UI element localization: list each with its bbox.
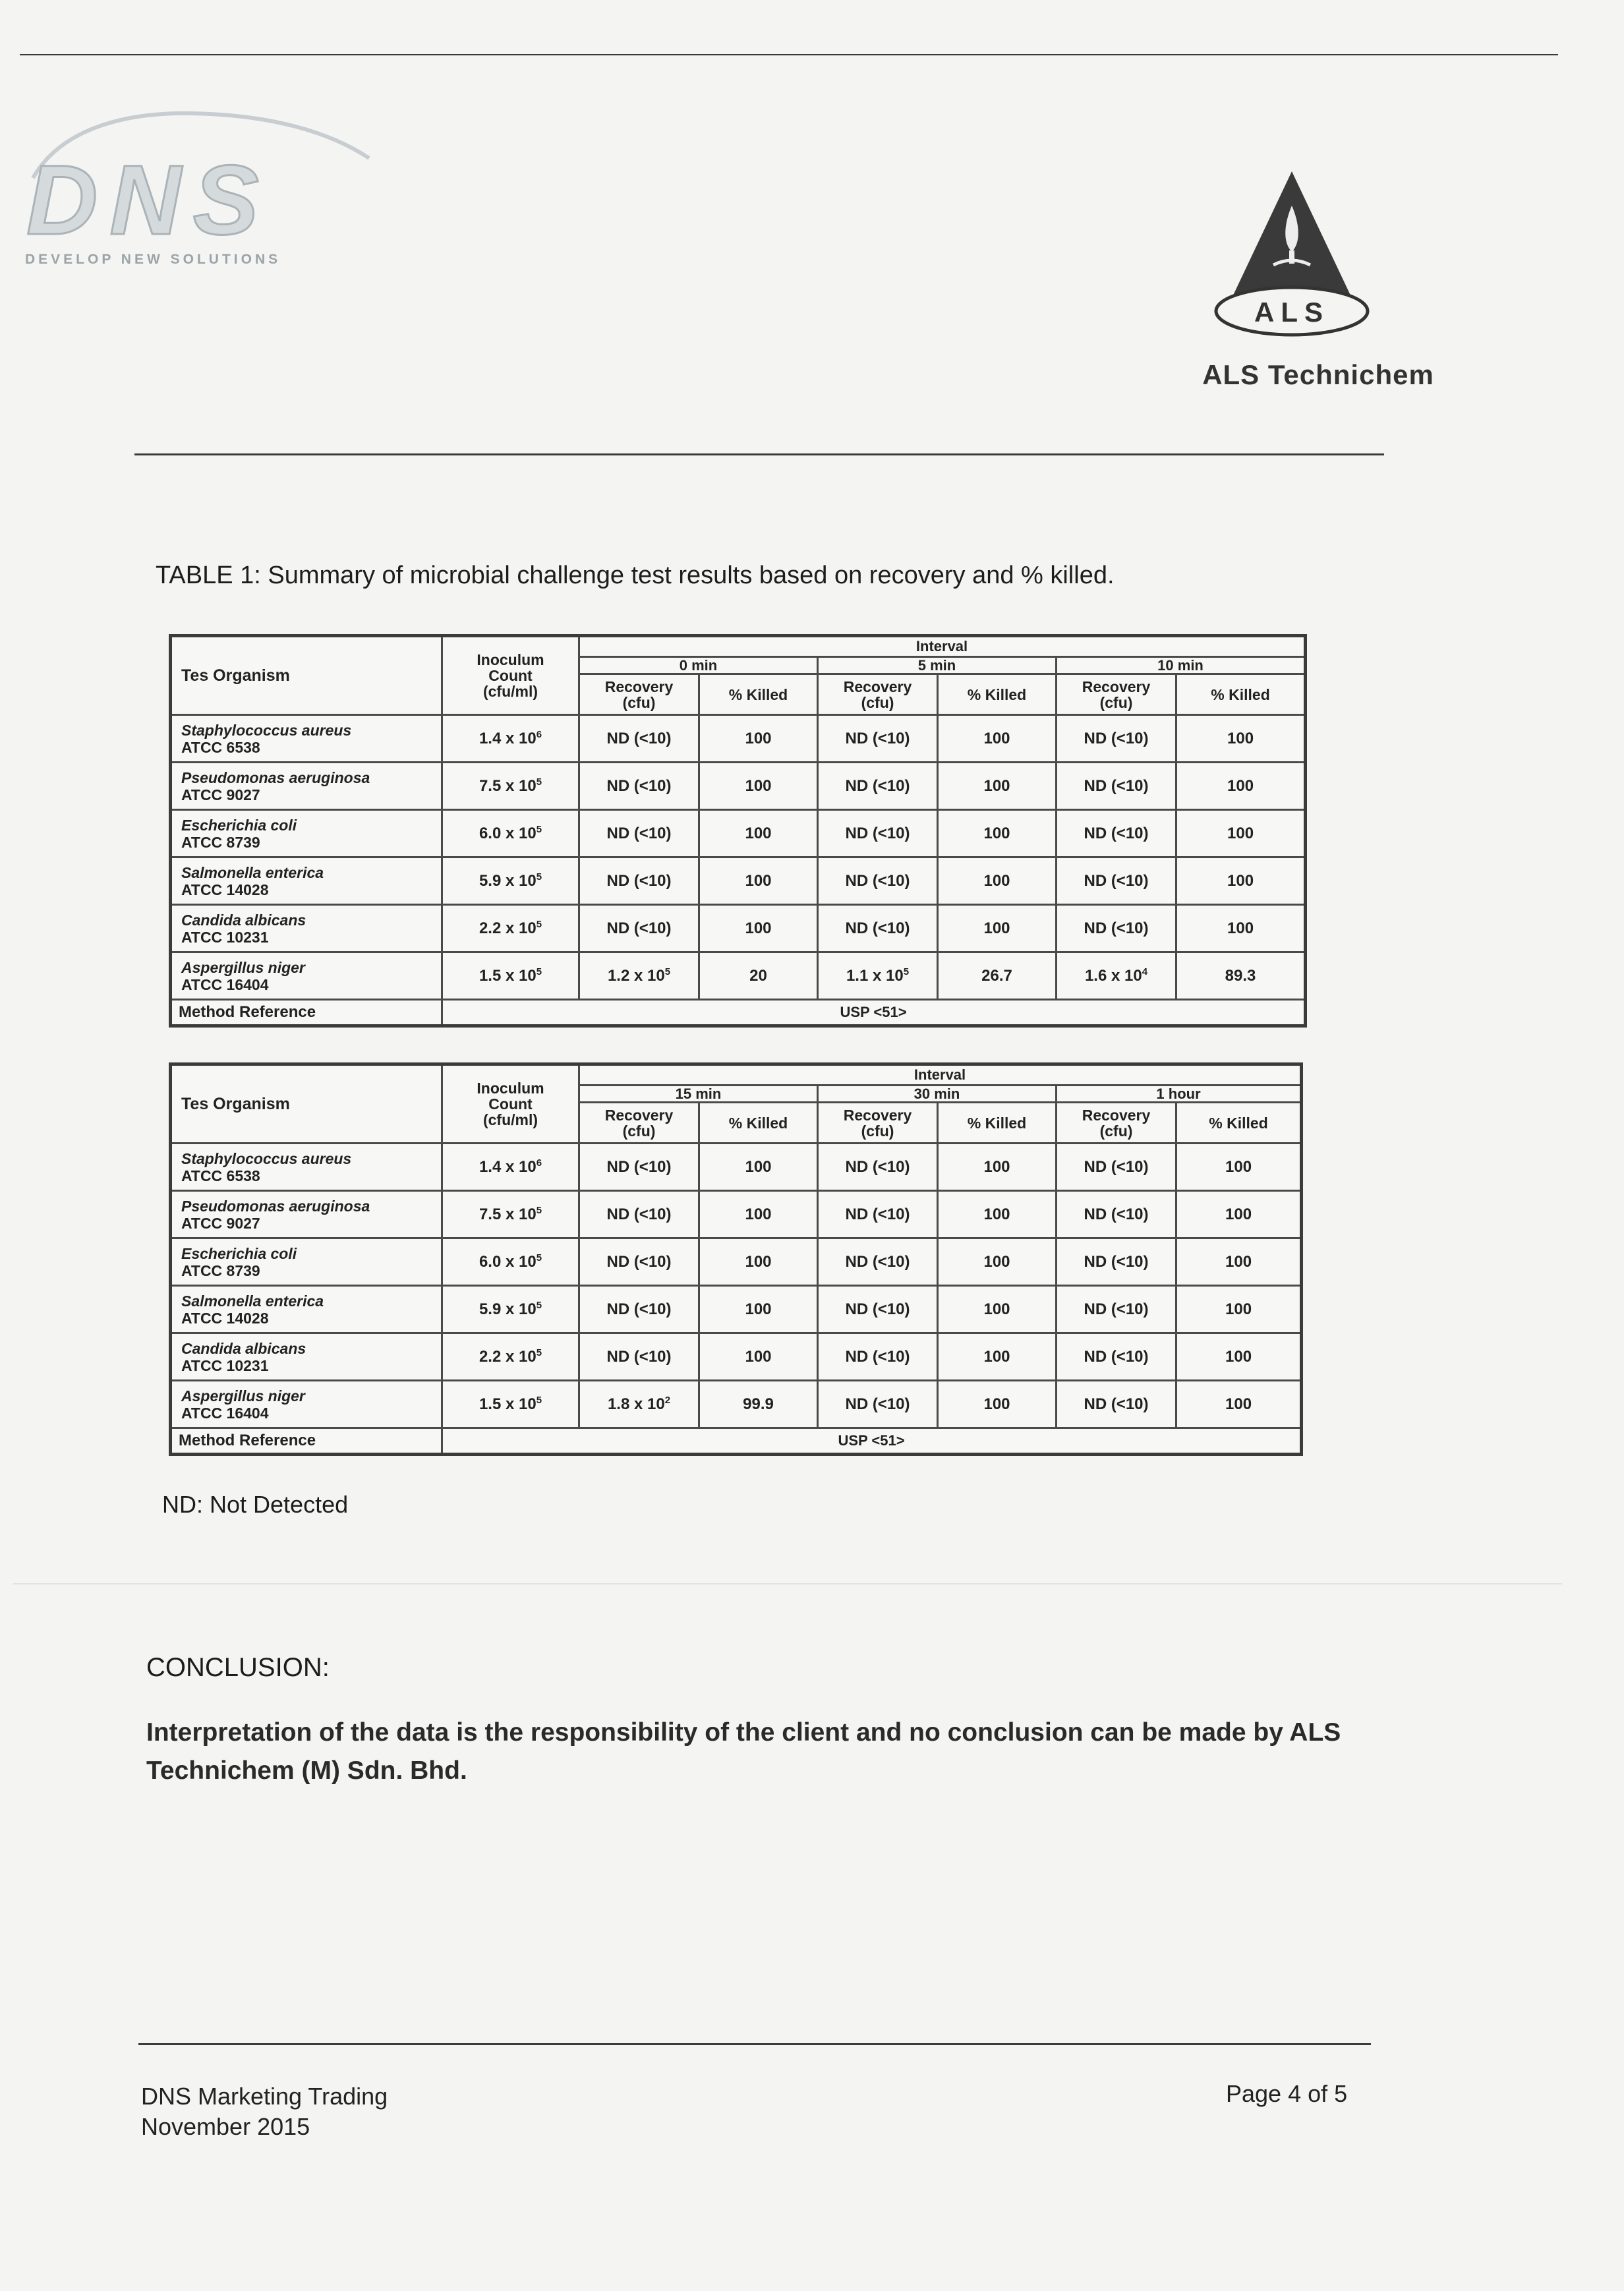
organism-cell [171, 763, 442, 810]
organism-cell [171, 810, 442, 857]
recovery-cell: ND (<10) [1057, 1238, 1176, 1286]
species-name: Escherichia coli [181, 816, 297, 834]
killed-cell: 100 [1176, 1191, 1302, 1238]
inoculum-header: Inoculum Count (cfu/ml) [442, 1064, 579, 1144]
recovery-cell: ND (<10) [579, 763, 699, 810]
recovery-cell: ND (<10) [818, 1286, 938, 1333]
footer-date: November 2015 [141, 2113, 310, 2140]
organism-cell [171, 1238, 442, 1286]
species-name: Pseudomonas aeruginosa [181, 1197, 370, 1215]
table-row [171, 1191, 1302, 1238]
recovery-cell: ND (<10) [1057, 1286, 1176, 1333]
atcc-code: ATCC 9027 [181, 786, 260, 803]
interval-label: 0 min [579, 657, 818, 674]
killed-cell: 100 [699, 1286, 818, 1333]
killed-cell: 100 [1176, 1238, 1302, 1286]
organism-cell [171, 1286, 442, 1333]
organism-cell [171, 905, 442, 952]
method-reference-label: Method Reference [171, 1428, 442, 1455]
table-row [171, 1286, 1302, 1333]
recovery-cell: ND (<10) [818, 857, 938, 905]
recovery-cell: ND (<10) [1057, 1333, 1176, 1381]
atcc-code: ATCC 16404 [181, 975, 269, 993]
recovery-header: Recovery (cfu) [579, 674, 699, 715]
recovery-header: Recovery (cfu) [1057, 1103, 1176, 1144]
recovery-cell: ND (<10) [1057, 715, 1176, 763]
recovery-cell: ND (<10) [818, 905, 938, 952]
method-reference-label: Method Reference [171, 1000, 442, 1026]
killed-cell: 100 [938, 763, 1057, 810]
killed-cell: 20 [699, 952, 818, 1000]
inoculum-count-cell: 2.2 x $10^5$ [442, 905, 579, 952]
recovery-cell: ND (<10) [818, 810, 938, 857]
killed-cell: 100 [1176, 1286, 1302, 1333]
recovery-cell: 1.6 x $10^4$ [1057, 952, 1176, 1000]
killed-cell: 100 [699, 810, 818, 857]
killed-cell: 100 [938, 1191, 1057, 1238]
atcc-code: ATCC 14028 [181, 1309, 269, 1327]
table-row [171, 1238, 1302, 1286]
recovery-header: Recovery (cfu) [1057, 674, 1176, 715]
killed-cell: 99.9 [699, 1381, 818, 1428]
killed-header: % Killed [938, 1103, 1057, 1144]
killed-cell: 100 [938, 857, 1057, 905]
inoculum-count-cell: 1.4 x $10^6$ [442, 1144, 579, 1191]
recovery-header: Recovery (cfu) [818, 1103, 938, 1144]
recovery-cell: ND (<10) [579, 1286, 699, 1333]
table-row [171, 715, 1306, 763]
recovery-cell: ND (<10) [579, 1191, 699, 1238]
inoculum-count-cell: 6.0 x $10^5$ [442, 1238, 579, 1286]
method-reference-value: USP <51> [442, 1428, 1302, 1455]
faint-divider [13, 1583, 1562, 1584]
recovery-cell: ND (<10) [579, 857, 699, 905]
conclusion-title: CONCLUSION: [146, 1653, 330, 1682]
dns-logo [20, 105, 376, 283]
species-name: Candida albicans [181, 911, 306, 929]
top-rule [20, 54, 1558, 55]
interval-label: 15 min [579, 1086, 818, 1103]
organism-cell [171, 1333, 442, 1381]
inoculum-count-cell: 1.5 x $10^5$ [442, 952, 579, 1000]
species-name: Escherichia coli [181, 1244, 297, 1262]
killed-cell: 100 [1176, 1333, 1302, 1381]
table-caption: TABLE 1: Summary of microbial challenge test results based on recovery and % killed. [156, 562, 1115, 589]
table-row [171, 1144, 1302, 1191]
table-row [171, 1333, 1302, 1381]
nd-footnote: ND: Not Detected [162, 1491, 349, 1518]
species-name: Salmonella enterica [181, 1292, 324, 1310]
recovery-cell: ND (<10) [1057, 763, 1176, 810]
dns-tagline: DEVELOP NEW SOLUTIONS [25, 252, 281, 267]
als-name: ALS Technichem [1202, 359, 1434, 390]
recovery-cell: 1.8 x $10^2$ [579, 1381, 699, 1428]
killed-cell: 100 [699, 857, 818, 905]
als-logo [1160, 171, 1476, 395]
interval-label: 30 min [818, 1086, 1057, 1103]
killed-cell: 100 [1176, 763, 1306, 810]
atcc-code: ATCC 8739 [181, 1262, 260, 1279]
interval-label: 1 hour [1057, 1086, 1302, 1103]
species-name: Salmonella enterica [181, 863, 324, 881]
killed-cell: 100 [699, 905, 818, 952]
killed-cell: 100 [699, 1238, 818, 1286]
recovery-cell: ND (<10) [1057, 810, 1176, 857]
table-row [171, 1381, 1302, 1428]
footer-rule [138, 2043, 1371, 2045]
species-name: Aspergillus niger [181, 1387, 305, 1405]
recovery-cell: ND (<10) [818, 1333, 938, 1381]
inoculum-count-cell: 6.0 x $10^5$ [442, 810, 579, 857]
method-reference-value: USP <51> [442, 1000, 1306, 1026]
recovery-header: Recovery (cfu) [818, 674, 938, 715]
recovery-cell: 1.2 x $10^5$ [579, 952, 699, 1000]
inoculum-count-cell: 7.5 x $10^5$ [442, 1191, 579, 1238]
inoculum-count-cell: 5.9 x $10^5$ [442, 857, 579, 905]
recovery-cell: ND (<10) [579, 715, 699, 763]
recovery-header: Recovery (cfu) [579, 1103, 699, 1144]
interval-header: Interval [579, 1064, 1302, 1086]
atcc-code: ATCC 8739 [181, 833, 260, 851]
killed-cell: 100 [1176, 1144, 1302, 1191]
header-rule [134, 453, 1384, 455]
killed-cell: 100 [1176, 715, 1306, 763]
organism-cell [171, 952, 442, 1000]
als-emblem-text: ALS [1254, 297, 1329, 328]
killed-cell: 100 [938, 810, 1057, 857]
results-table-2 [169, 1062, 1303, 1456]
killed-cell: 100 [699, 1191, 818, 1238]
killed-header: % Killed [938, 674, 1057, 715]
results-table-1 [169, 634, 1307, 1028]
killed-header: % Killed [699, 1103, 818, 1144]
killed-cell: 89.3 [1176, 952, 1306, 1000]
atcc-code: ATCC 9027 [181, 1214, 260, 1232]
recovery-cell: ND (<10) [579, 1333, 699, 1381]
table-row [171, 857, 1306, 905]
recovery-cell: ND (<10) [818, 763, 938, 810]
killed-cell: 100 [938, 1144, 1057, 1191]
killed-cell: 100 [938, 1333, 1057, 1381]
recovery-cell: ND (<10) [579, 1144, 699, 1191]
recovery-cell: 1.1 x $10^5$ [818, 952, 938, 1000]
inoculum-header: Inoculum Count (cfu/ml) [442, 636, 579, 715]
recovery-cell: ND (<10) [818, 1381, 938, 1428]
killed-cell: 26.7 [938, 952, 1057, 1000]
killed-header: % Killed [1176, 674, 1306, 715]
recovery-cell: ND (<10) [1057, 1144, 1176, 1191]
atcc-code: ATCC 14028 [181, 881, 269, 898]
inoculum-count-cell: 1.5 x $10^5$ [442, 1381, 579, 1428]
table-row [171, 952, 1306, 1000]
inoculum-count-cell: 5.9 x $10^5$ [442, 1286, 579, 1333]
recovery-cell: ND (<10) [1057, 857, 1176, 905]
interval-header: Interval [579, 636, 1306, 657]
killed-cell: 100 [699, 1144, 818, 1191]
killed-cell: 100 [938, 1381, 1057, 1428]
killed-cell: 100 [699, 1333, 818, 1381]
killed-cell: 100 [1176, 810, 1306, 857]
table-row [171, 810, 1306, 857]
species-name: Pseudomonas aeruginosa [181, 768, 370, 786]
species-name: Staphylococcus aureus [181, 721, 352, 739]
footer-company: DNS Marketing Trading [141, 2083, 388, 2110]
species-name: Candida albicans [181, 1339, 306, 1357]
recovery-cell: ND (<10) [818, 1238, 938, 1286]
inoculum-count-cell: 1.4 x $10^6$ [442, 715, 579, 763]
killed-cell: 100 [938, 1238, 1057, 1286]
recovery-cell: ND (<10) [579, 905, 699, 952]
recovery-cell: ND (<10) [579, 810, 699, 857]
killed-header: % Killed [699, 674, 818, 715]
table-row [171, 763, 1306, 810]
organism-cell [171, 857, 442, 905]
table-row [171, 905, 1306, 952]
dns-logo-letters: DNS [26, 144, 271, 255]
atcc-code: ATCC 16404 [181, 1404, 269, 1422]
recovery-cell: ND (<10) [1057, 1191, 1176, 1238]
atcc-code: ATCC 10231 [181, 1356, 269, 1374]
killed-cell: 100 [938, 1286, 1057, 1333]
species-name: Staphylococcus aureus [181, 1149, 352, 1167]
atcc-code: ATCC 10231 [181, 928, 269, 946]
organism-header: Tes Organism [171, 636, 442, 715]
organism-cell [171, 1381, 442, 1428]
recovery-cell: ND (<10) [818, 1144, 938, 1191]
recovery-cell: ND (<10) [818, 715, 938, 763]
killed-cell: 100 [938, 715, 1057, 763]
page-number: Page 4 of 5 [1226, 2080, 1348, 2107]
recovery-cell: ND (<10) [1057, 905, 1176, 952]
atcc-code: ATCC 6538 [181, 1167, 260, 1184]
killed-cell: 100 [1176, 857, 1306, 905]
conclusion-text: Interpretation of the data is the responsibility of the client and no conclusion can be made by ALS Technichem (M) Sdn. Bhd. [146, 1718, 1341, 1785]
killed-cell: 100 [1176, 1381, 1302, 1428]
recovery-cell: ND (<10) [1057, 1381, 1176, 1428]
organism-cell [171, 1191, 442, 1238]
recovery-cell: ND (<10) [579, 1238, 699, 1286]
inoculum-count-cell: 7.5 x $10^5$ [442, 763, 579, 810]
species-name: Aspergillus niger [181, 958, 305, 976]
interval-label: 10 min [1057, 657, 1306, 674]
organism-cell [171, 715, 442, 763]
organism-cell [171, 1144, 442, 1191]
inoculum-count-cell: 2.2 x $10^5$ [442, 1333, 579, 1381]
organism-header: Tes Organism [171, 1064, 442, 1144]
killed-cell: 100 [1176, 905, 1306, 952]
atcc-code: ATCC 6538 [181, 738, 260, 756]
killed-header: % Killed [1176, 1103, 1302, 1144]
interval-label: 5 min [818, 657, 1057, 674]
recovery-cell: ND (<10) [818, 1191, 938, 1238]
killed-cell: 100 [938, 905, 1057, 952]
footer-left [141, 2081, 388, 2142]
killed-cell: 100 [699, 715, 818, 763]
killed-cell: 100 [699, 763, 818, 810]
